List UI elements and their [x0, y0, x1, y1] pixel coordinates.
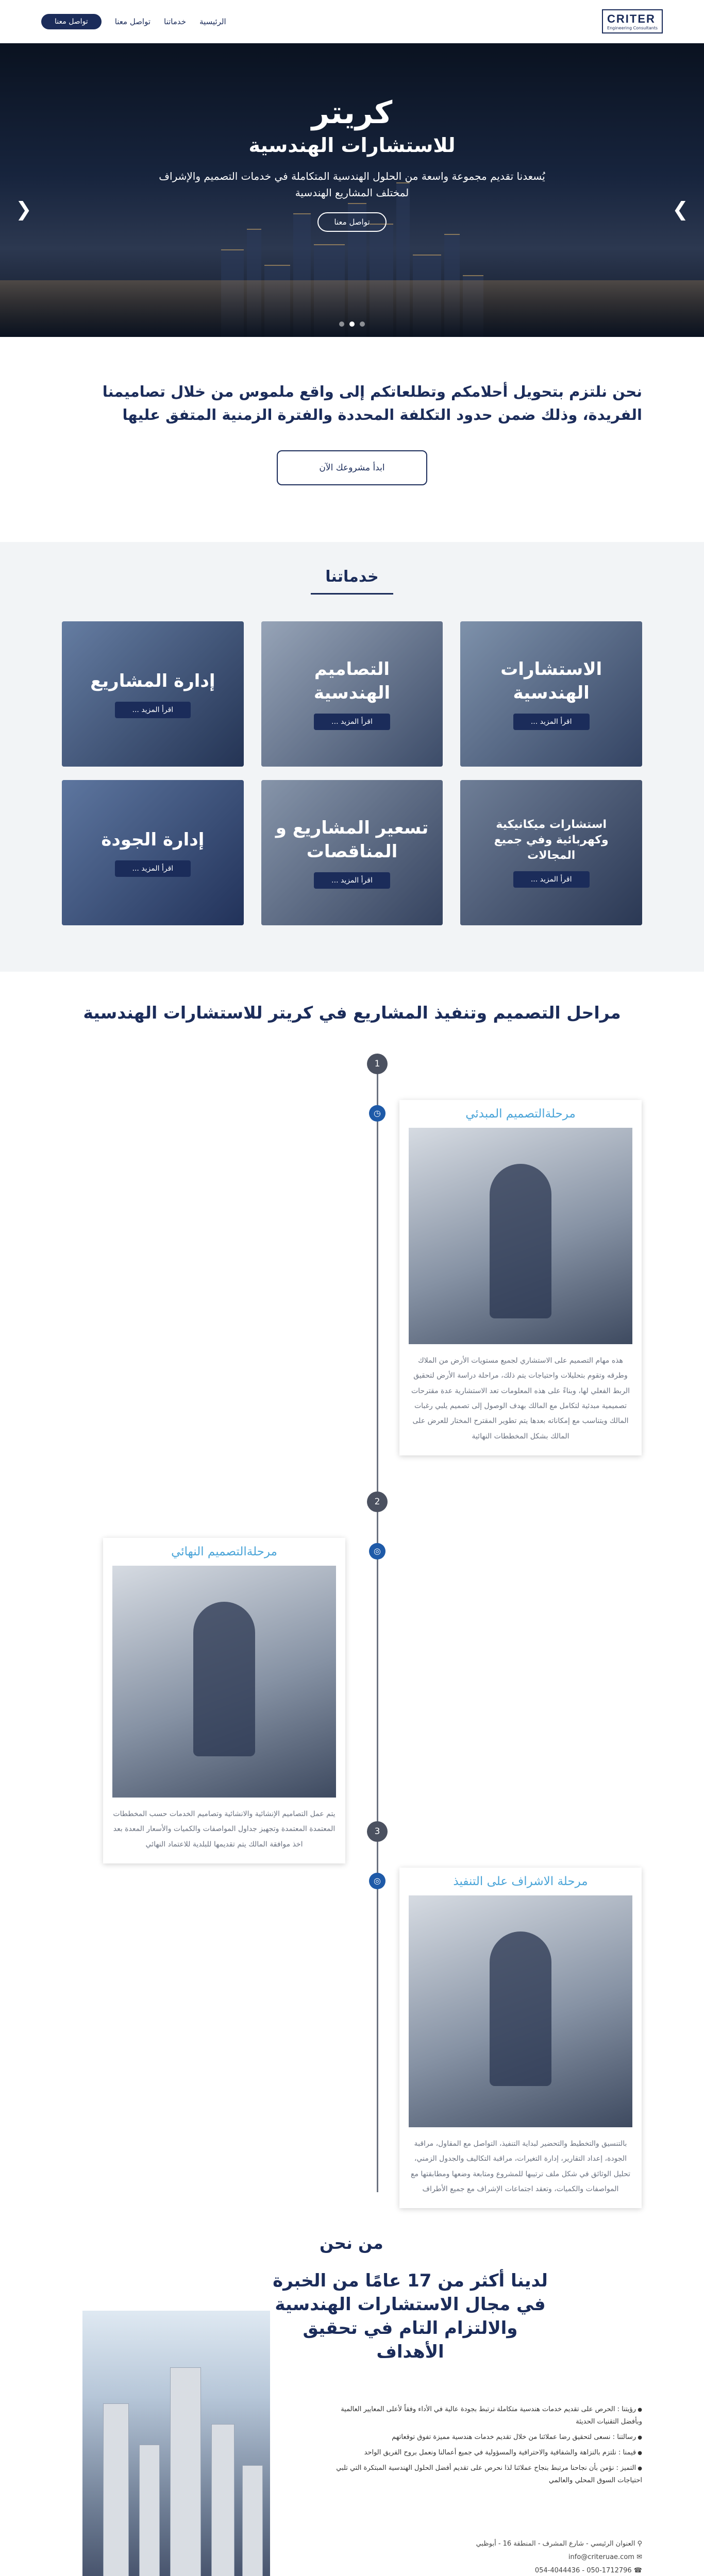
- stage-text: يتم عمل التصاميم الإنشائية والانشائية وتصاميم الخدمات حسب المخططات المعتمدة المعتمدة وتجهيز جداول المواصفات والكميات والأسعار المعدة بعد اخذ موافقة المالك يتم تقديمها للبلدية للاعتماد النهائي: [113, 1809, 336, 1849]
- service-card-quality[interactable]: [62, 780, 244, 925]
- stage-image: [112, 1566, 336, 1798]
- nav-home[interactable]: الرئيسية: [199, 16, 226, 26]
- read-more-button[interactable]: اقرأ المزيد ...: [513, 714, 590, 730]
- services-section: [0, 542, 704, 972]
- service-card-pricing[interactable]: [261, 780, 443, 925]
- stage-title: مرحلةالتصميم المبدئي: [465, 1107, 576, 1121]
- contact-details: [333, 2537, 642, 2576]
- stage-text: هذه مهام التصميم على الاستشاري لجميع مستويات الأرض من الملاك وطرقه وتقوم بتحليلات واحتياجات يتم ذلك، مراحلة دراسة الأرض لتحقيق الربط الفعلي لها، وبناءً على هذه المعلومات تعد الاستشارية عدة مقترحات تصميمية مبدئية لتكامل مع المالك بهدف الوصول إلى تصميم يلبي رغبات المالك ويتناسب مع إمكاناته بعدها يتم تطوير المقترح المختار للعرض على المالك بشكل المخططات النهائية: [411, 1356, 630, 1440]
- email-line[interactable]: [333, 2551, 642, 2564]
- service-title: إدارة المشاريع: [90, 670, 215, 691]
- services-grid: [62, 621, 642, 925]
- service-card-design[interactable]: [261, 621, 443, 767]
- about-section: [0, 2233, 704, 2576]
- stage-title: مرحلةالتصميم النهائي: [171, 1545, 277, 1558]
- about-tag: من نحن: [320, 2233, 383, 2253]
- read-more-button[interactable]: اقرأ المزيد ...: [314, 872, 390, 889]
- stages-title: مراحل التصميم وتنفيذ المشاريع في كريتر للاستشارات الهندسية: [83, 1002, 621, 1023]
- title-underline: [311, 593, 393, 595]
- water-reflection: [0, 280, 704, 337]
- about-title: لدينا أكثر من 17 عامًا من الخبرة في مجال الاستشارات الهندسية والالتزام التام في تحقيق الأهداف: [273, 2270, 548, 2362]
- hero-slider: [0, 43, 704, 337]
- hero-contact-button[interactable]: تواصل معنا: [317, 212, 386, 232]
- about-bullet: ● قيمنا : نلتزم بالنزاهة والشفافية والاحترافية والمسؤولية في جميع أعمالنا ونعمل بروح الفريق الواحد: [333, 2447, 642, 2459]
- logo-sub-text: Engineering Consultants: [607, 26, 658, 30]
- stage-image: [409, 1895, 632, 2127]
- stage-text: بالتنسيق والتخطيط والتحضير لبداية التنفيذ، التواصل مع المقاول، مراقبة الجودة، إعداد التقارير، إدارة التغيرات، مراقبة التكاليف والجدول الزمني، تحليل الوثائق في شكل ملف ترتيبها للمشروع ومتابعة وضعها ومطابقتها مع المواصفات والكميات، وتعقد اجتماعات الإشراف مع جميع الأطراف: [411, 2139, 630, 2194]
- read-more-button[interactable]: اقرأ المزيد ...: [115, 702, 191, 718]
- about-bullet: ● رسالتنا : نسعى لتحقيق رضا عملائنا من خلال تقديم خدمات هندسية مميزة تفوق توقعاتهم: [333, 2431, 642, 2444]
- address-line: [333, 2537, 642, 2551]
- about-bullet: ● رؤيتنا : الحرص على تقديم خدمات هندسية متكاملة ترتبط بجودة عالية في الأداء وفقاً لأعلى المعايير العالمية وبأفضل التقنيات الحديثة: [333, 2403, 642, 2428]
- mail-icon: ✉: [636, 2553, 642, 2561]
- intro-text: نحن نلتزم بتحويل أحلامكم وتطلعاتكم إلى واقع ملموس من خلال تصاميمنا الفريدة، وذلك ضمن حدود التكلفة المحددة والفترة الزمنية المتفق عليها: [102, 383, 642, 423]
- slider-dot[interactable]: [339, 321, 344, 327]
- phone-line[interactable]: [333, 2564, 642, 2576]
- phone-icon: ☎: [633, 2566, 642, 2574]
- nav-contact[interactable]: تواصل معنا: [114, 16, 151, 26]
- service-title: تسعير المشاريع و المناقصات: [275, 817, 429, 862]
- timeline-line: [377, 1054, 378, 2192]
- service-title: التصاميم الهندسية: [313, 658, 391, 703]
- target-icon: ◎: [369, 1543, 385, 1560]
- stage-number: 2: [367, 1492, 388, 1512]
- service-title: استشارات ميكانيكية وكهربائية وفي جميع المجالات: [494, 818, 609, 862]
- stage-card-3: [399, 1868, 642, 2209]
- hero-subtitle: للاستشارات الهندسية: [248, 134, 456, 157]
- clock-icon: ◷: [369, 1105, 385, 1122]
- phone-text: 050-1712796 - 054-4044436: [534, 2566, 632, 2574]
- intro-section: [0, 337, 704, 542]
- criter-logo[interactable]: [602, 9, 663, 33]
- location-icon: ⚲: [637, 2539, 642, 2548]
- read-more-button[interactable]: اقرأ المزيد ...: [513, 871, 590, 888]
- service-title: الاستشارات الهندسية: [500, 658, 602, 703]
- read-more-button[interactable]: اقرأ المزيد ...: [314, 714, 390, 730]
- slider-dot-active[interactable]: [349, 321, 355, 327]
- stage-image: [409, 1128, 632, 1344]
- target-icon: ◎: [369, 1873, 385, 1889]
- chevron-left-icon[interactable]: ❮: [15, 198, 32, 221]
- logo-main-text: CRITER: [607, 12, 656, 25]
- stages-section: [0, 972, 704, 2233]
- start-project-button[interactable]: ابدأ مشروعك الآن: [277, 450, 427, 485]
- site-header: [0, 0, 704, 43]
- slider-dot[interactable]: [360, 321, 365, 327]
- service-card-consulting[interactable]: [460, 621, 642, 767]
- services-title: خدماتنا: [325, 567, 379, 586]
- about-bullet: ● التميز : نؤمن بأن نجاحنا مرتبط بنجاح عملائنا لذا نحرص على تقديم أفضل الحلول الهندسية المبتكرة التي تلبي احتياجات السوق المحلي والعالمي: [333, 2462, 642, 2487]
- hero-title: كريتر: [311, 95, 393, 131]
- chevron-right-icon[interactable]: ❯: [672, 198, 689, 221]
- header-cta-button[interactable]: تواصل معنا: [41, 14, 102, 29]
- stage-number: 1: [367, 1054, 388, 1074]
- stage-number: 3: [367, 1821, 388, 1842]
- slider-dots: [0, 321, 704, 327]
- service-card-mep[interactable]: [460, 780, 642, 925]
- main-nav: [41, 14, 226, 29]
- hero-tagline: يُسعدنا تقديم مجموعة واسعة من الحلول الهندسية المتكاملة في خدمات التصميم والإشراف لمختلف المشاريع الهندسية: [159, 170, 545, 199]
- stage-card-2: [103, 1538, 345, 1863]
- about-bullets: [333, 2403, 642, 2490]
- read-more-button[interactable]: اقرأ المزيد ...: [115, 860, 191, 877]
- address-text: العنوان الرئيسي - شارع المشرف - المنطقة 16 - أبوظبي: [476, 2539, 635, 2548]
- stage-card-1: [399, 1100, 642, 1455]
- hero-content: [0, 95, 704, 232]
- email-text: info@criteruae.com: [568, 2553, 634, 2561]
- service-title: إدارة الجودة: [101, 829, 205, 850]
- city-image: [82, 2311, 270, 2576]
- service-card-project-management[interactable]: [62, 621, 244, 767]
- stages-timeline: [0, 1054, 704, 2192]
- stage-title: مرحلة الاشراف على التنفيذ: [453, 1874, 588, 1888]
- nav-services[interactable]: خدماتنا: [164, 16, 187, 26]
